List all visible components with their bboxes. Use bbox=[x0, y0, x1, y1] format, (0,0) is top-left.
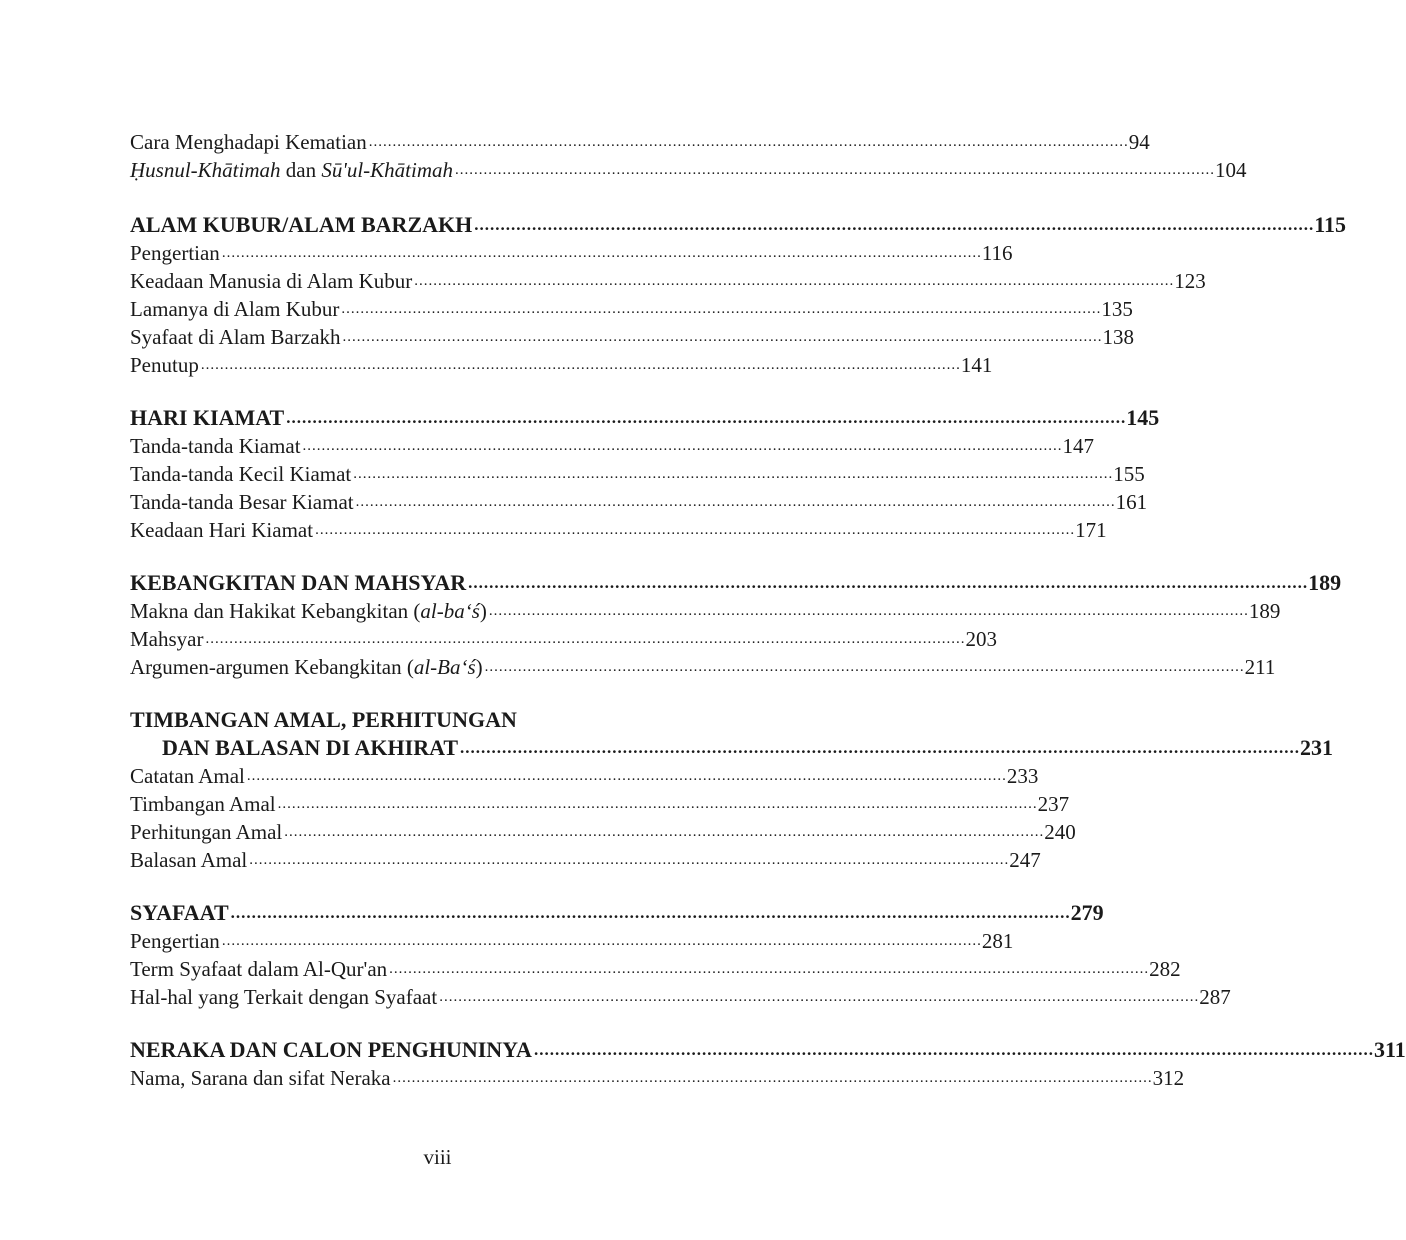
toc-entry-title: Lamanya di Alam Kubur bbox=[130, 297, 340, 321]
chapter-title: NERAKA DAN CALON PENGHUNINYA bbox=[130, 1037, 532, 1062]
toc-entry-page: 189 bbox=[1248, 599, 1281, 623]
toc-entry-title: Keadaan Manusia di Alam Kubur bbox=[130, 269, 413, 293]
leader-dots: ................................................................................................................................................................ bbox=[230, 903, 1071, 922]
toc-entry[interactable] bbox=[130, 983, 1231, 1011]
leader-dots: ................................................................................................................................................................ bbox=[474, 215, 1315, 234]
leader-dots: ................................................................................................................................................................ bbox=[455, 162, 1216, 178]
toc-entry[interactable] bbox=[130, 955, 1181, 983]
chapter-page: 115 bbox=[1314, 212, 1347, 237]
leader-dots: ................................................................................................................................................................ bbox=[315, 522, 1076, 538]
toc-chapter-heading[interactable] bbox=[130, 899, 1104, 927]
toc-entry-page: 211 bbox=[1244, 655, 1276, 679]
chapter-page: 231 bbox=[1300, 735, 1334, 760]
toc-entry[interactable] bbox=[130, 516, 1107, 544]
toc-entry-title: Timbangan Amal bbox=[130, 792, 276, 816]
toc-entry[interactable] bbox=[130, 267, 1206, 295]
toc-entry-title: Pengertian bbox=[130, 929, 220, 953]
toc-chapter-heading[interactable] bbox=[130, 569, 1342, 597]
leader-dots: ................................................................................................................................................................ bbox=[286, 408, 1127, 427]
toc-entry[interactable] bbox=[130, 351, 993, 379]
toc-entry[interactable] bbox=[130, 460, 1145, 488]
toc-entry[interactable] bbox=[130, 1064, 1185, 1092]
toc-entry[interactable] bbox=[130, 653, 1276, 681]
leader-dots: ................................................................................................................................................................ bbox=[439, 989, 1200, 1005]
toc-entry[interactable] bbox=[130, 927, 1014, 955]
chapter-title: SYAFAAT bbox=[130, 900, 229, 925]
toc-entry[interactable] bbox=[130, 295, 1133, 323]
toc-entry-page: 135 bbox=[1101, 297, 1133, 321]
toc-entry-page: 155 bbox=[1113, 462, 1145, 486]
italic-term: al-Ba‘ś bbox=[413, 655, 476, 679]
toc-entry-title: Pengertian bbox=[130, 241, 220, 265]
toc-section-timbangan bbox=[130, 706, 1334, 874]
leader-dots: ................................................................................................................................................................ bbox=[414, 273, 1175, 289]
toc-entry-title: Mahsyar bbox=[130, 627, 204, 651]
toc-entry-title: Keadaan Hari Kiamat bbox=[130, 518, 314, 542]
toc-entry[interactable] bbox=[130, 128, 1150, 156]
toc-entry[interactable] bbox=[130, 239, 1013, 267]
toc-entry-title: Tanda-tanda Besar Kiamat bbox=[130, 490, 354, 514]
toc-entries bbox=[130, 762, 1076, 874]
toc-entry[interactable] bbox=[130, 323, 1135, 351]
toc-entry[interactable] bbox=[130, 625, 997, 653]
toc-entry-title: Makna dan Hakikat Kebangkitan (al-ba‘ś) bbox=[130, 599, 487, 623]
toc-chapter-heading[interactable] bbox=[130, 734, 1334, 762]
toc-entries bbox=[130, 239, 1206, 379]
chapter-page: 311 bbox=[1373, 1037, 1406, 1062]
toc-entry-page: 281 bbox=[981, 929, 1014, 953]
toc-entry-title: Catatan Amal bbox=[130, 764, 245, 788]
toc-section-intro bbox=[130, 128, 1247, 184]
toc-entry-page: 138 bbox=[1102, 325, 1135, 349]
toc-entry-title: Tanda-tanda Kiamat bbox=[130, 434, 301, 458]
leader-dots: ................................................................................................................................................................ bbox=[341, 301, 1102, 317]
italic-term: al-ba‘ś bbox=[420, 599, 480, 623]
toc-entry-page: 104 bbox=[1215, 158, 1247, 182]
toc-chapter-heading[interactable] bbox=[130, 404, 1160, 432]
page-number: viii bbox=[423, 1145, 452, 1169]
leader-dots: ................................................................................................................................................................ bbox=[460, 738, 1301, 757]
toc-entry-page: 94 bbox=[1128, 130, 1150, 154]
chapter-title: HARI KIAMAT bbox=[130, 405, 285, 430]
leader-dots: ................................................................................................................................................................ bbox=[353, 466, 1114, 482]
toc-entries bbox=[130, 927, 1231, 1011]
toc-entry-title: Penutup bbox=[130, 353, 199, 377]
leader-dots: ................................................................................................................................................................ bbox=[284, 824, 1045, 840]
toc-entries bbox=[130, 597, 1281, 681]
toc-entry-title: Syafaat di Alam Barzakh bbox=[130, 325, 341, 349]
toc-entry[interactable] bbox=[130, 597, 1281, 625]
chapter-title: DAN BALASAN DI AKHIRAT bbox=[162, 735, 459, 760]
title-connector: dan bbox=[280, 158, 322, 182]
toc-entry[interactable] bbox=[130, 432, 1095, 460]
chapter-page: 279 bbox=[1070, 900, 1104, 925]
leader-dots: ................................................................................................................................................................ bbox=[249, 852, 1010, 868]
toc-entry-title: Perhitungan Amal bbox=[130, 820, 283, 844]
toc-entry-title: Hal-hal yang Terkait dengan Syafaat bbox=[130, 985, 438, 1009]
toc-entry-page: 116 bbox=[981, 241, 1013, 265]
toc-entry-page: 247 bbox=[1009, 848, 1041, 872]
chapter-page: 145 bbox=[1126, 405, 1160, 430]
leader-dots: ................................................................................................................................................................ bbox=[484, 659, 1245, 675]
toc-entries bbox=[130, 432, 1148, 544]
toc-entries bbox=[130, 1064, 1185, 1092]
toc-section-kebangkitan bbox=[130, 569, 1342, 681]
toc-entry-page: 123 bbox=[1174, 269, 1206, 293]
toc-entry-title bbox=[130, 156, 455, 184]
toc-entry-page: 312 bbox=[1152, 1066, 1185, 1090]
toc-entry-title: Term Syafaat dalam Al-Qur'an bbox=[130, 957, 388, 981]
toc-entry-page: 141 bbox=[960, 353, 993, 377]
toc-entry-page: 171 bbox=[1075, 518, 1107, 542]
toc-entry-title: Balasan Amal bbox=[130, 848, 248, 872]
toc-entry[interactable] bbox=[130, 790, 1070, 818]
toc-entry-page: 287 bbox=[1199, 985, 1231, 1009]
toc-entry-title: Argumen-argumen Kebangkitan (al-Ba‘ś) bbox=[130, 655, 483, 679]
toc-entry-title: Tanda-tanda Kecil Kiamat bbox=[130, 462, 352, 486]
leader-dots: ................................................................................................................................................................ bbox=[302, 438, 1063, 454]
toc-entry[interactable] bbox=[130, 156, 1247, 184]
toc-entry[interactable] bbox=[130, 846, 1041, 874]
toc-section-alam-kubur bbox=[130, 211, 1347, 379]
toc-entry-title: Nama, Sarana dan sifat Neraka bbox=[130, 1066, 391, 1090]
leader-dots: ................................................................................................................................................................ bbox=[368, 134, 1129, 150]
toc-chapter-heading[interactable] bbox=[130, 211, 1347, 239]
toc-entry[interactable] bbox=[130, 818, 1076, 846]
toc-entry-page: 282 bbox=[1149, 957, 1181, 981]
leader-dots: ................................................................................................................................................................ bbox=[488, 603, 1249, 619]
leader-dots: ................................................................................................................................................................ bbox=[205, 631, 966, 647]
toc-entry-page: 147 bbox=[1062, 434, 1095, 458]
table-of-contents bbox=[130, 128, 1406, 1117]
leader-dots: ................................................................................................................................................................ bbox=[221, 933, 982, 949]
toc-entry[interactable] bbox=[130, 762, 1039, 790]
toc-entry-page: 161 bbox=[1115, 490, 1148, 514]
chapter-title-line1[interactable]: TIMBANGAN AMAL, PERHITUNGAN bbox=[130, 707, 517, 732]
leader-dots: ................................................................................................................................................................ bbox=[468, 573, 1309, 592]
italic-term: Ḥusnul-Khātimah bbox=[130, 158, 281, 182]
leader-dots: ................................................................................................................................................................ bbox=[533, 1040, 1374, 1059]
chapter-title: KEBANGKITAN DAN MAHSYAR bbox=[130, 570, 467, 595]
chapter-page: 189 bbox=[1308, 570, 1342, 595]
toc-chapter-heading[interactable] bbox=[130, 1036, 1406, 1064]
toc-section-hari-kiamat bbox=[130, 404, 1160, 544]
toc-entry[interactable] bbox=[130, 488, 1148, 516]
toc-section-neraka bbox=[130, 1036, 1406, 1092]
leader-dots: ................................................................................................................................................................ bbox=[277, 796, 1038, 812]
leader-dots: ................................................................................................................................................................ bbox=[392, 1070, 1153, 1086]
chapter-title: ALAM KUBUR/ALAM BARZAKH bbox=[130, 212, 473, 237]
italic-term: Sū'ul-Khātimah bbox=[321, 158, 454, 182]
leader-dots: ................................................................................................................................................................ bbox=[342, 329, 1103, 345]
leader-dots: ................................................................................................................................................................ bbox=[221, 245, 982, 261]
leader-dots: ................................................................................................................................................................ bbox=[200, 357, 961, 373]
leader-dots: ................................................................................................................................................................ bbox=[246, 768, 1007, 784]
toc-entry-page: 203 bbox=[965, 627, 997, 651]
leader-dots: ................................................................................................................................................................ bbox=[389, 961, 1150, 977]
toc-entry-page: 237 bbox=[1037, 792, 1070, 816]
toc-entry-page: 240 bbox=[1044, 820, 1076, 844]
toc-section-syafaat bbox=[130, 899, 1231, 1011]
leader-dots: ................................................................................................................................................................ bbox=[355, 494, 1116, 510]
toc-entry-page: 233 bbox=[1006, 764, 1039, 788]
toc-entry-title: Cara Menghadapi Kematian bbox=[130, 130, 367, 154]
